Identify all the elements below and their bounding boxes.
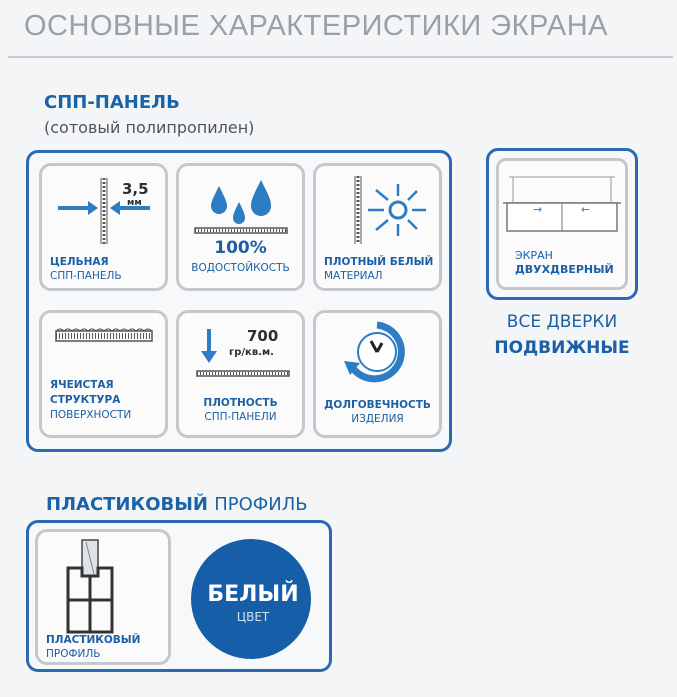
tile-water-resistance [176, 163, 305, 291]
profile-title-regular: ПРОФИЛЬ [214, 494, 308, 515]
door-left-arrow-icon: ← [581, 203, 591, 216]
thickness-unit: мм [127, 198, 142, 208]
door-right-arrow-icon: → [533, 203, 543, 216]
tile-plastic-profile [35, 529, 171, 665]
water-resistance-value: 100% [214, 238, 267, 258]
tile-white-material [313, 163, 442, 291]
page-title: ОСНОВНЫЕ ХАРАКТЕРИСТИКИ ЭКРАНА [24, 10, 609, 42]
doors-note-line1: ВСЕ ДВЕРКИ [506, 312, 618, 332]
bath-screen-icon [499, 169, 625, 239]
tile-white-line1: ПЛОТНЫЙ БЕЛЫЙ [324, 256, 434, 268]
tile-density-line1: ПЛОТНОСТЬ [203, 397, 278, 409]
profile-tile-line2: ПРОФИЛЬ [46, 648, 101, 660]
panel-section-subtitle: (сотовый полипропилен) [44, 118, 255, 137]
tile-white-line2: МАТЕРИАЛ [324, 270, 383, 282]
tile-solid-line2: СПП-ПАНЕЛЬ [50, 270, 122, 282]
tile-density [176, 310, 305, 438]
density-unit: гр/кв.м. [229, 347, 274, 358]
profile-tile-line1: ПЛАСТИКОВЫЙ [46, 634, 141, 646]
title-divider [8, 56, 673, 58]
panel-features-box [26, 150, 452, 452]
profile-title-bold: ПЛАСТИКОВЫЙ [46, 494, 208, 515]
color-badge-line1: БЕЛЫЙ [207, 582, 299, 607]
tile-cell-line1b: СТРУКТУРА [50, 394, 121, 406]
tile-cell-structure [39, 310, 168, 438]
tile-solid-line1: ЦЕЛЬНАЯ [50, 256, 109, 268]
tile-cell-line1: ЯЧЕИСТАЯ [50, 379, 114, 391]
tile-cell-line2: ПОВЕРХНОСТИ [50, 409, 132, 421]
color-badge-line2: ЦВЕТ [236, 610, 270, 624]
tile-durability [313, 310, 442, 438]
thickness-value: 3,5 [122, 180, 149, 198]
tile-water-line2: ВОДОСТОЙКОСТЬ [191, 262, 290, 274]
panel-section-title: СПП-ПАНЕЛЬ [44, 92, 180, 113]
two-door-screen-inner [496, 158, 628, 290]
tile-durability-line2: ИЗДЕЛИЯ [351, 413, 404, 425]
density-value: 700 [247, 327, 279, 345]
profile-section-title [46, 494, 308, 515]
screen-box-line1: ЭКРАН [515, 249, 553, 262]
tile-solid-panel [39, 163, 168, 291]
tile-density-line2: СПП-ПАНЕЛИ [204, 411, 277, 423]
doors-note-line2: ПОДВИЖНЫЕ [494, 338, 630, 358]
screen-box-line2: ДВУХДВЕРНЫЙ [515, 263, 614, 276]
two-door-screen-box [486, 148, 638, 300]
tile-durability-line1: ДОЛГОВЕЧНОСТЬ [324, 399, 431, 411]
